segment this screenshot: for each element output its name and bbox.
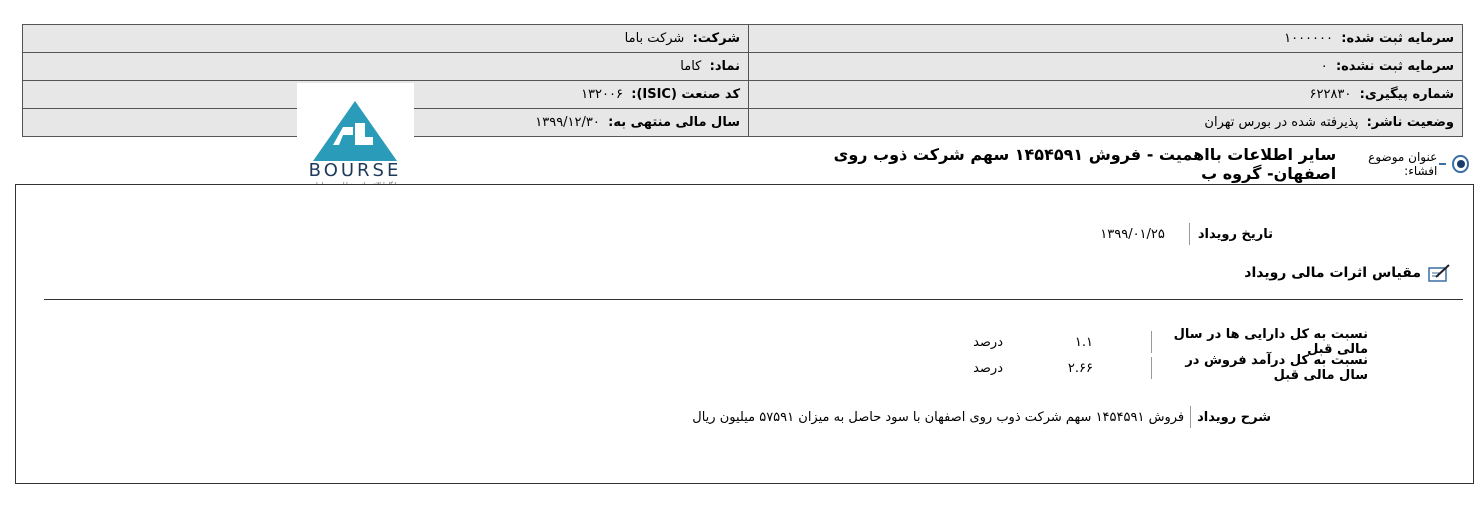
disclosure-subject xyxy=(760,145,1469,183)
dash-icon xyxy=(1439,163,1446,165)
ratio-label: نسبت به کل درآمد فروش در سال مالی قبل xyxy=(1185,353,1368,383)
info-row xyxy=(23,81,1463,109)
publisher-status-cell xyxy=(749,109,1463,137)
company-info-table xyxy=(22,24,1463,137)
event-date-row xyxy=(1100,223,1273,245)
company-label: شرکت: xyxy=(692,31,740,46)
divider xyxy=(1189,223,1190,245)
registered-capital-cell xyxy=(749,25,1463,53)
section-title: مقیاس اثرات مالی رویداد xyxy=(1244,265,1421,281)
isic-value: ۱۳۲۰۰۶ xyxy=(581,87,623,102)
ratio-row xyxy=(973,353,1368,383)
fiscal-year-value: ۱۳۹۹/۱۲/۳۰ xyxy=(535,115,600,130)
fiscal-year-label: سال مالی منتهی به: xyxy=(608,115,740,130)
event-description-value: فروش ۱۴۵۴۵۹۱ سهم شرکت ذوب روی اصفهان با سود حاصل به میزان ۵۷۵۹۱ میلیون ریال xyxy=(692,409,1185,425)
bourse-logo xyxy=(297,83,414,190)
tracking-number-value: ۶۲۲۸۳۰ xyxy=(1309,87,1352,102)
unregistered-capital-cell xyxy=(749,53,1463,81)
registered-capital-label: سرمایه ثبت شده: xyxy=(1341,31,1454,46)
event-description-row xyxy=(692,406,1271,428)
section-divider xyxy=(44,299,1463,300)
logo-wordmark: BOURSE xyxy=(308,160,402,181)
symbol-label: نماد: xyxy=(709,59,740,74)
registered-capital-value: ۱۰۰۰۰۰۰ xyxy=(1284,31,1333,46)
event-date-label: تاریخ رویداد xyxy=(1197,226,1273,242)
event-date-value: ۱۳۹۹/۰۱/۲۵ xyxy=(1100,226,1165,242)
info-row xyxy=(23,53,1463,81)
section-header xyxy=(1244,263,1451,283)
company-cell xyxy=(23,25,749,53)
info-row xyxy=(23,109,1463,137)
divider xyxy=(1151,331,1152,353)
company-value: شرکت باما xyxy=(624,31,685,46)
bourse-logo-icon xyxy=(297,83,414,190)
ratio-value: ۲.۶۶ xyxy=(1067,360,1093,376)
publisher-status-value: پذیرفته شده در بورس تهران xyxy=(1204,115,1359,130)
ratio-value: ۱.۱ xyxy=(1074,334,1093,350)
isic-label: کد صنعت (ISIC): xyxy=(631,87,740,102)
symbol-cell xyxy=(23,53,749,81)
unregistered-capital-label: سرمایه ثبت نشده: xyxy=(1335,59,1454,74)
ratio-label: نسبت به کل دارایی ها در سال مالی قبل xyxy=(1173,327,1368,357)
tracking-number-label: شماره پیگیری: xyxy=(1359,87,1454,102)
info-row xyxy=(23,25,1463,53)
radio-bullet-icon xyxy=(1452,155,1469,173)
ratio-unit: درصد xyxy=(973,334,1003,350)
ratio-unit: درصد xyxy=(973,360,1003,376)
tracking-number-cell xyxy=(749,81,1463,109)
publisher-status-label: وضعیت ناشر: xyxy=(1366,115,1454,130)
event-panel xyxy=(15,184,1474,484)
unregistered-capital-value: ۰ xyxy=(1320,59,1328,74)
edit-document-icon xyxy=(1427,263,1451,283)
subject-caption: عنوان موضوع افشاء: xyxy=(1368,150,1438,178)
event-description-label: شرح رویداد xyxy=(1197,409,1271,425)
divider xyxy=(1151,357,1152,379)
symbol-value: کاما xyxy=(680,59,702,74)
subject-title: سایر اطلاعات بااهمیت - فروش ۱۴۵۴۵۹۱ سهم شرکت ذوب روی اصفهان- گروه ب xyxy=(833,145,1337,183)
divider xyxy=(1190,406,1191,428)
